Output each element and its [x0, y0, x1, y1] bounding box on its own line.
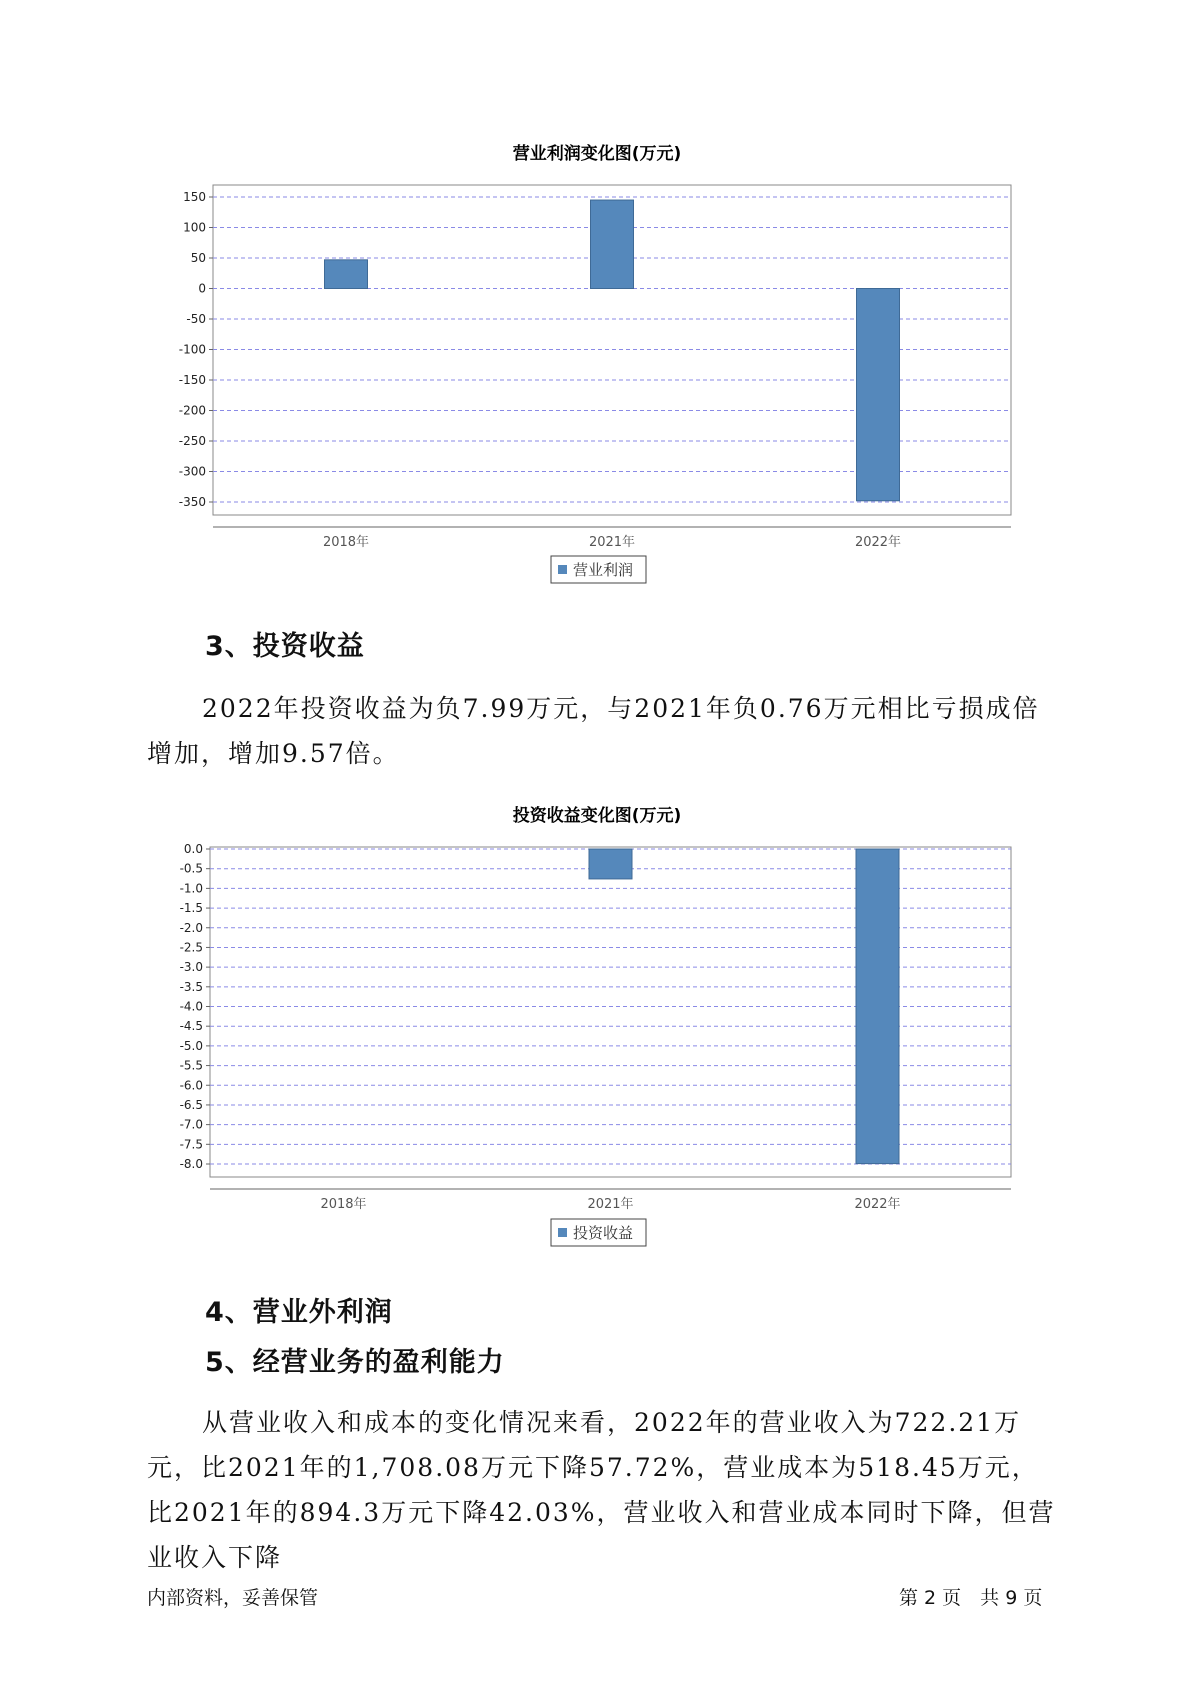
- chart-title: 投资收益变化图(万元): [512, 806, 682, 826]
- y-tick-label: -3.5: [179, 979, 203, 994]
- footer-page-number: 第 2 页 共 9 页: [899, 1587, 1043, 1609]
- x-tick-label: 2018年: [320, 1197, 367, 1212]
- bar: [589, 849, 632, 879]
- y-tick-label: -4.0: [179, 999, 203, 1014]
- y-tick-label: 100: [183, 220, 206, 235]
- chart-investment-income: [180, 805, 1011, 1246]
- y-tick-label: -300: [178, 464, 206, 479]
- bar: [591, 200, 634, 288]
- y-tick-label: 150: [183, 190, 206, 204]
- legend-swatch: [558, 1228, 567, 1237]
- y-tick-label: -250: [178, 434, 206, 448]
- y-tick-label: 0: [198, 281, 206, 296]
- legend-label: 投资收益: [573, 1224, 634, 1242]
- x-tick-label: 2022年: [854, 535, 902, 550]
- y-tick-label: -150: [178, 373, 206, 387]
- bar: [856, 849, 899, 1164]
- section-3-paragraph: 2022年投资收益为负7.99万元，与2021年负0.76万元相比亏损成倍增加，增加9.57倍。: [147, 694, 1040, 768]
- x-tick-label: 2018年: [322, 535, 370, 550]
- y-tick-label: -3.0: [179, 960, 203, 975]
- y-tick-label: -0.5: [179, 861, 203, 876]
- y-tick-label: -350: [178, 495, 206, 509]
- y-tick-label: -2.5: [179, 940, 203, 955]
- x-tick-label: 2022年: [854, 1197, 901, 1212]
- chart-operating-profit: [179, 143, 1011, 583]
- section-5-heading: 5、经营业务的盈利能力: [205, 1347, 505, 1378]
- x-tick-label: 2021年: [587, 1197, 634, 1212]
- y-tick-label: 0.0: [183, 842, 203, 856]
- section-5-paragraph: 从营业收入和成本的变化情况来看，2022年的营业收入为722.21万元，比2021年的1,708.08万元下降57.72%，营业成本为518.45万元，比2021年的894.3万元下降42.03%，营业收入和营业成本同时下降，但营业收入下降: [147, 1408, 1056, 1572]
- y-tick-label: -50: [186, 312, 206, 326]
- section-3-heading: 3、投资收益: [205, 631, 365, 662]
- y-tick-label: -5.5: [179, 1058, 203, 1073]
- y-tick-label: -6.0: [179, 1078, 203, 1093]
- footer-confidential: 内部资料，妥善保管: [147, 1587, 319, 1609]
- bar: [325, 260, 368, 289]
- y-tick-label: -8.0: [179, 1157, 203, 1171]
- y-tick-label: -5.0: [179, 1038, 203, 1053]
- y-tick-label: -2.0: [179, 920, 203, 935]
- y-tick-label: -6.5: [179, 1097, 203, 1112]
- y-tick-label: -100: [178, 342, 206, 357]
- chart-legend: [551, 556, 646, 583]
- bar: [857, 289, 900, 501]
- legend-label: 营业利润: [573, 561, 634, 579]
- y-tick-label: -4.5: [179, 1019, 203, 1034]
- y-tick-label: -7.5: [179, 1137, 203, 1152]
- y-tick-label: 50: [190, 251, 206, 265]
- section-4-heading: 4、营业外利润: [205, 1297, 393, 1328]
- x-tick-label: 2021年: [588, 535, 636, 550]
- chart-title: 营业利润变化图(万元): [512, 144, 682, 164]
- legend-swatch: [558, 565, 567, 574]
- y-tick-label: -1.5: [179, 901, 203, 916]
- chart-legend: [551, 1219, 646, 1246]
- y-tick-label: -200: [178, 403, 206, 418]
- y-tick-label: -1.0: [179, 881, 203, 896]
- y-tick-label: -7.0: [179, 1117, 203, 1132]
